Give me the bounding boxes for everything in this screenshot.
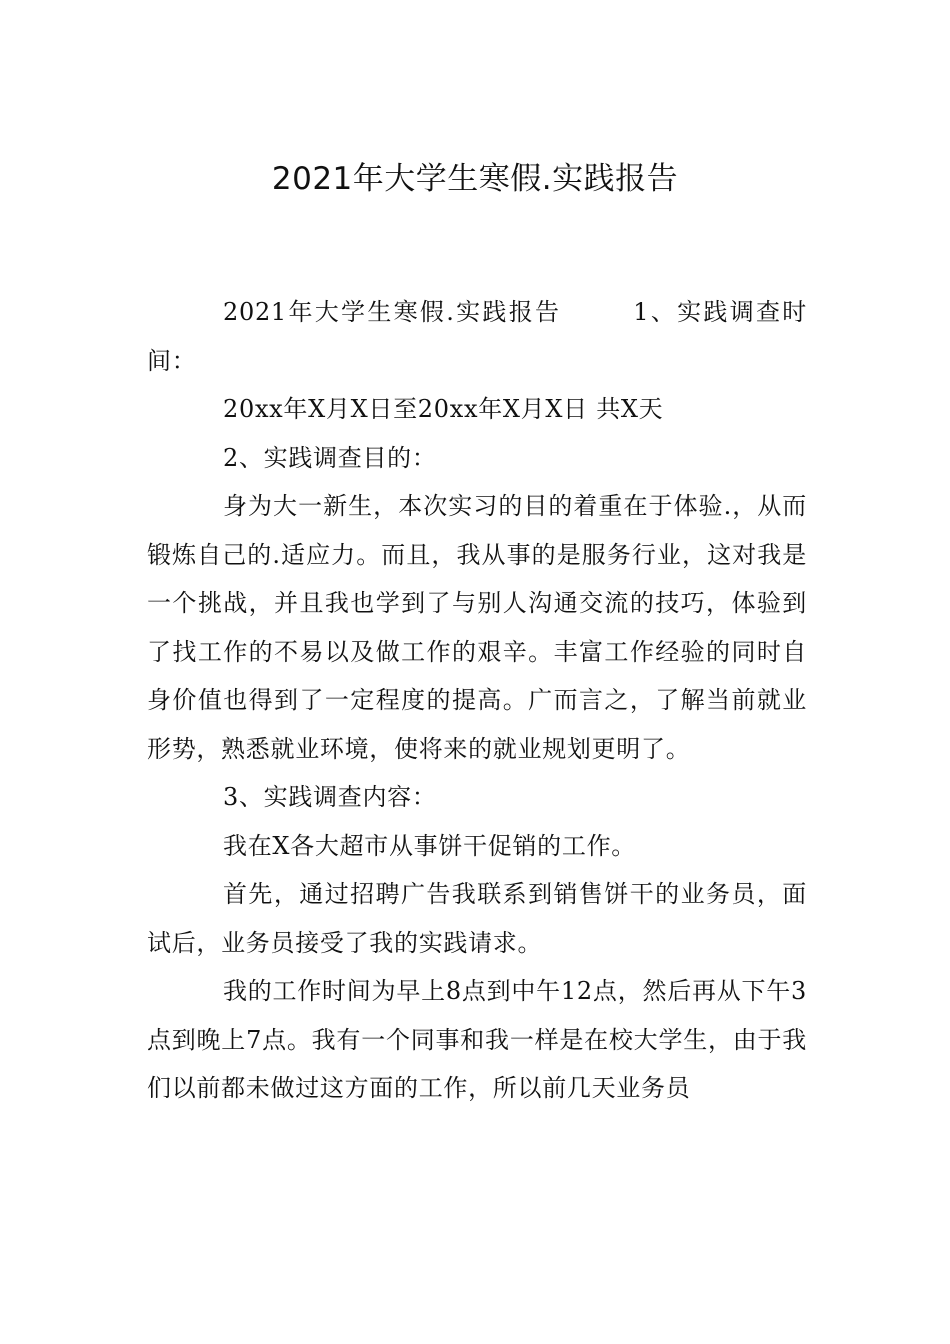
paragraph-content-2: 首先，通过招聘广告我联系到销售饼干的业务员，面试后，业务员接受了我的实践请求。 (147, 880, 807, 957)
document-body (147, 288, 807, 1113)
intro-heading-text: 2021年大学生寒假.实践报告 (223, 298, 562, 326)
section-3-heading: 3、实践调查内容： (223, 783, 437, 811)
paragraph-time-range: 20xx年X月X日至20xx年X月X日 共X天 (223, 395, 664, 423)
section-2-heading: 2、实践调查目的： (223, 443, 437, 472)
document-title: 2021年大学生寒假.实践报告 (271, 161, 679, 197)
paragraph-content-3: 我的工作时间为早上8点到中午12点，然后再从下午3点到晚上7点。我有一个同事和我一样是在校大学生，由于我们以前都未做过这方面的工作，所以前几天业务员 (147, 977, 807, 1102)
paragraph-intro (147, 288, 807, 385)
paragraph-purpose: 身为大一新生，本次实习的目的着重在于体验.，从而锻炼自己的.适应力。而且，我从事的是服务行业，这对我是一个挑战，并且我也学到了与别人沟通交流的技巧，体验到了找工作的不易以及做工作的艰辛。丰富工作经验的同时自身价值也得到了一定程度的提高。广而言之，了解当前就业形势，熟悉就业环境，使将来的就业规划更明了。 (147, 492, 807, 763)
paragraph-content-1: 我在X各大超市从事饼干促销的工作。 (223, 831, 636, 860)
section-1-heading: 1、实践调查时间： (147, 298, 807, 375)
